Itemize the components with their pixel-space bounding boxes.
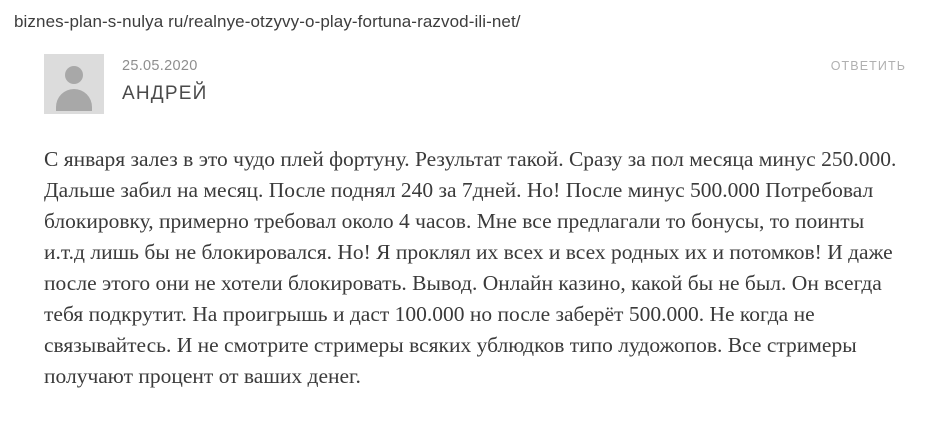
comment-date: 25.05.2020 [122, 58, 198, 74]
avatar-head-shape [65, 66, 83, 84]
reply-link[interactable]: ОТВЕТИТЬ [830, 59, 906, 73]
avatar-body-shape [56, 89, 92, 111]
comment-block [0, 54, 950, 392]
comment-text: С января залез в это чудо плей фортуну. Результат такой. Сразу за пол месяца минус 250.000. Дальше забил на месяц. После поднял 240 за 7дней. Но! После минус 500.000 Потребовал блокировку, примерно требовал около 4 часов. Мне все предлагали то бонусы, то поинты и.т.д лишь бы не блокировался. Но! Я проклял их всех и всех родных их и потомков! И даже после этого они не хотели блокировать. Вывод. Онлайн казино, какой бы не был. Он всегда тебя подкрутит. На проигрышь и даст 100.000 но после заберёт 500.000. Не когда не связывайтесь. И не смотрите стримеры всяких ублюдков типо лудожопов. Все стримеры получают процент от ваших денег. [44, 147, 897, 388]
comment-meta [122, 54, 207, 105]
comment-header [44, 54, 906, 114]
avatar [44, 54, 104, 114]
page-url: biznes-plan-s-nulya ru/realnye-otzyvy-o-play-fortuna-razvod-ili-net/ [14, 12, 521, 31]
comment-author: АНДРЕЙ [122, 83, 208, 104]
